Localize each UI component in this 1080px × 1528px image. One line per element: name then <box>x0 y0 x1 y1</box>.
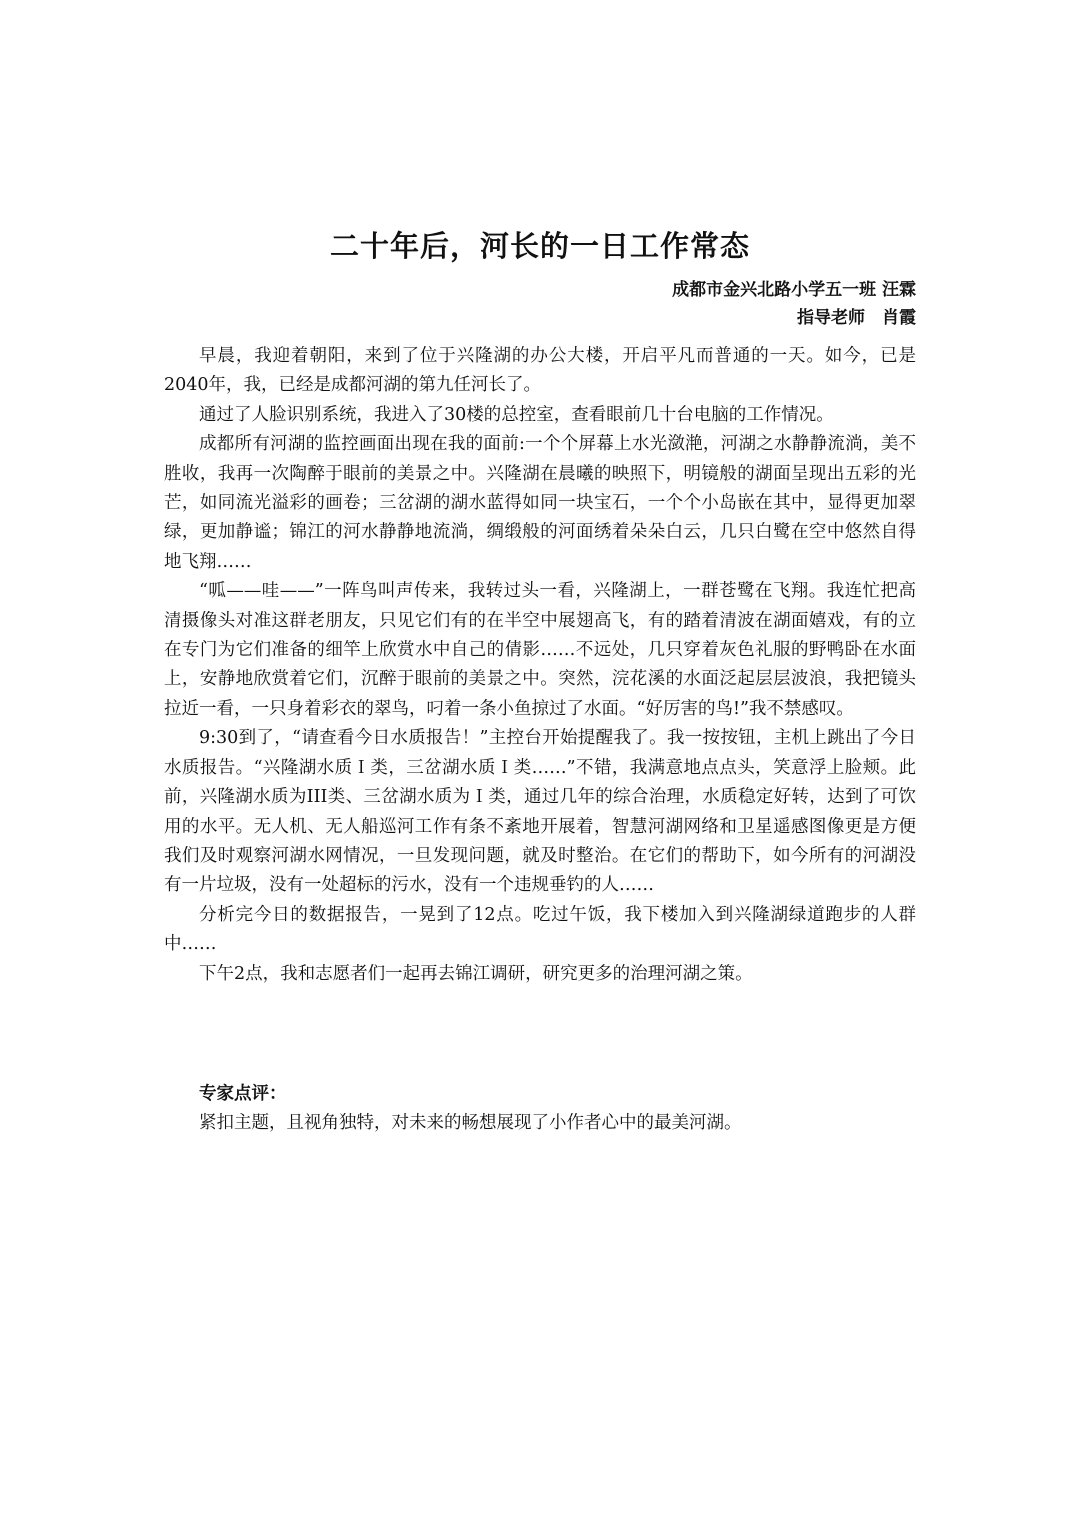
review-text: 紧扣主题，且视角独特，对未来的畅想展现了小作者心中的最美河湖。 <box>199 1113 742 1134</box>
teacher-line: 指导老师 肖霞 <box>797 308 916 328</box>
paragraph: 下午2点，我和志愿者们一起再去锦江调研，研究更多的治理河湖之策。 <box>199 963 753 984</box>
paragraph: 通过了人脸识别系统，我进入了30楼的总控室，查看眼前几十台电脑的工作情况。 <box>199 404 834 425</box>
paragraph: 成都所有河湖的监控画面出现在我的面前:一个个屏幕上水光潋滟，河湖之水静静流淌，美不胜收，我再一次陶醉于眼前的美景之中。兴隆湖在晨曦的映照下，明镜般的湖面呈现出五彩的光芒，如同流光溢彩的画卷；三岔湖的湖水蓝得如同一块宝石，一个个小岛嵌在其中，显得更加翠绿，更加静谧；锦江的河水静静地流淌，绸缎般的河面绣着朵朵白云，几只白鹭在空中悠然自得地飞翔…… <box>164 434 916 572</box>
paragraph: 9:30到了，“请查看今日水质报告！”主控台开始提醒我了。我一按按钮，主机上跳出了今日水质报告。“兴隆湖水质Ｉ类，三岔湖水质Ｉ类……”不错，我满意地点点头，笑意浮上脸颊。此前，兴隆湖水质为III类、三岔湖水质为Ｉ类，通过几年的综合治理，水质稳定好转，达到了可饮用的水平。无人机、无人船巡河工作有条不紊地开展着，智慧河湖网络和卫星遥感图像更是方便我们及时观察河湖水网情况，一旦发现问题，就及时整治。在它们的帮助下，如今所有的河湖没有一片垃圾，没有一处超标的污水，没有一个违规垂钓的人…… <box>164 728 916 896</box>
review-heading: 专家点评： <box>199 1084 287 1104</box>
article-body <box>164 342 916 989</box>
author-line: 成都市金兴北路小学五一班 汪霖 <box>672 280 916 300</box>
expert-review <box>164 1080 916 1139</box>
paragraph: 分析完今日的数据报告，一晃到了12点。吃过午饭，我下楼加入到兴隆湖绿道跑步的人群中…… <box>164 904 916 955</box>
paragraph: 早晨，我迎着朝阳，来到了位于兴隆湖的办公大楼，开启平凡而普通的一天。如今，已是2040年，我，已经是成都河湖的第九任河长了。 <box>164 346 916 396</box>
article-title: 二十年后，河长的一日工作常态 <box>329 229 750 263</box>
byline <box>672 276 916 332</box>
paragraph: “呱——哇——”一阵鸟叫声传来，我转过头一看，兴隆湖上，一群苍鹭在飞翔。我连忙把高清摄像头对准这群老朋友，只见它们有的在半空中展翅高飞，有的踏着清波在湖面嬉戏，有的立在专门为它们准备的细竿上欣赏水中自己的倩影……不远处，几只穿着灰色礼服的野鸭卧在水面上，安静地欣赏着它们，沉醉于眼前的美景之中。突然，浣花溪的水面泛起层层波浪，我把镜头拉近一看，一只身着彩衣的翠鸟，叼着一条小鱼掠过了水面。“好厉害的鸟!”我不禁感叹。 <box>164 581 916 719</box>
